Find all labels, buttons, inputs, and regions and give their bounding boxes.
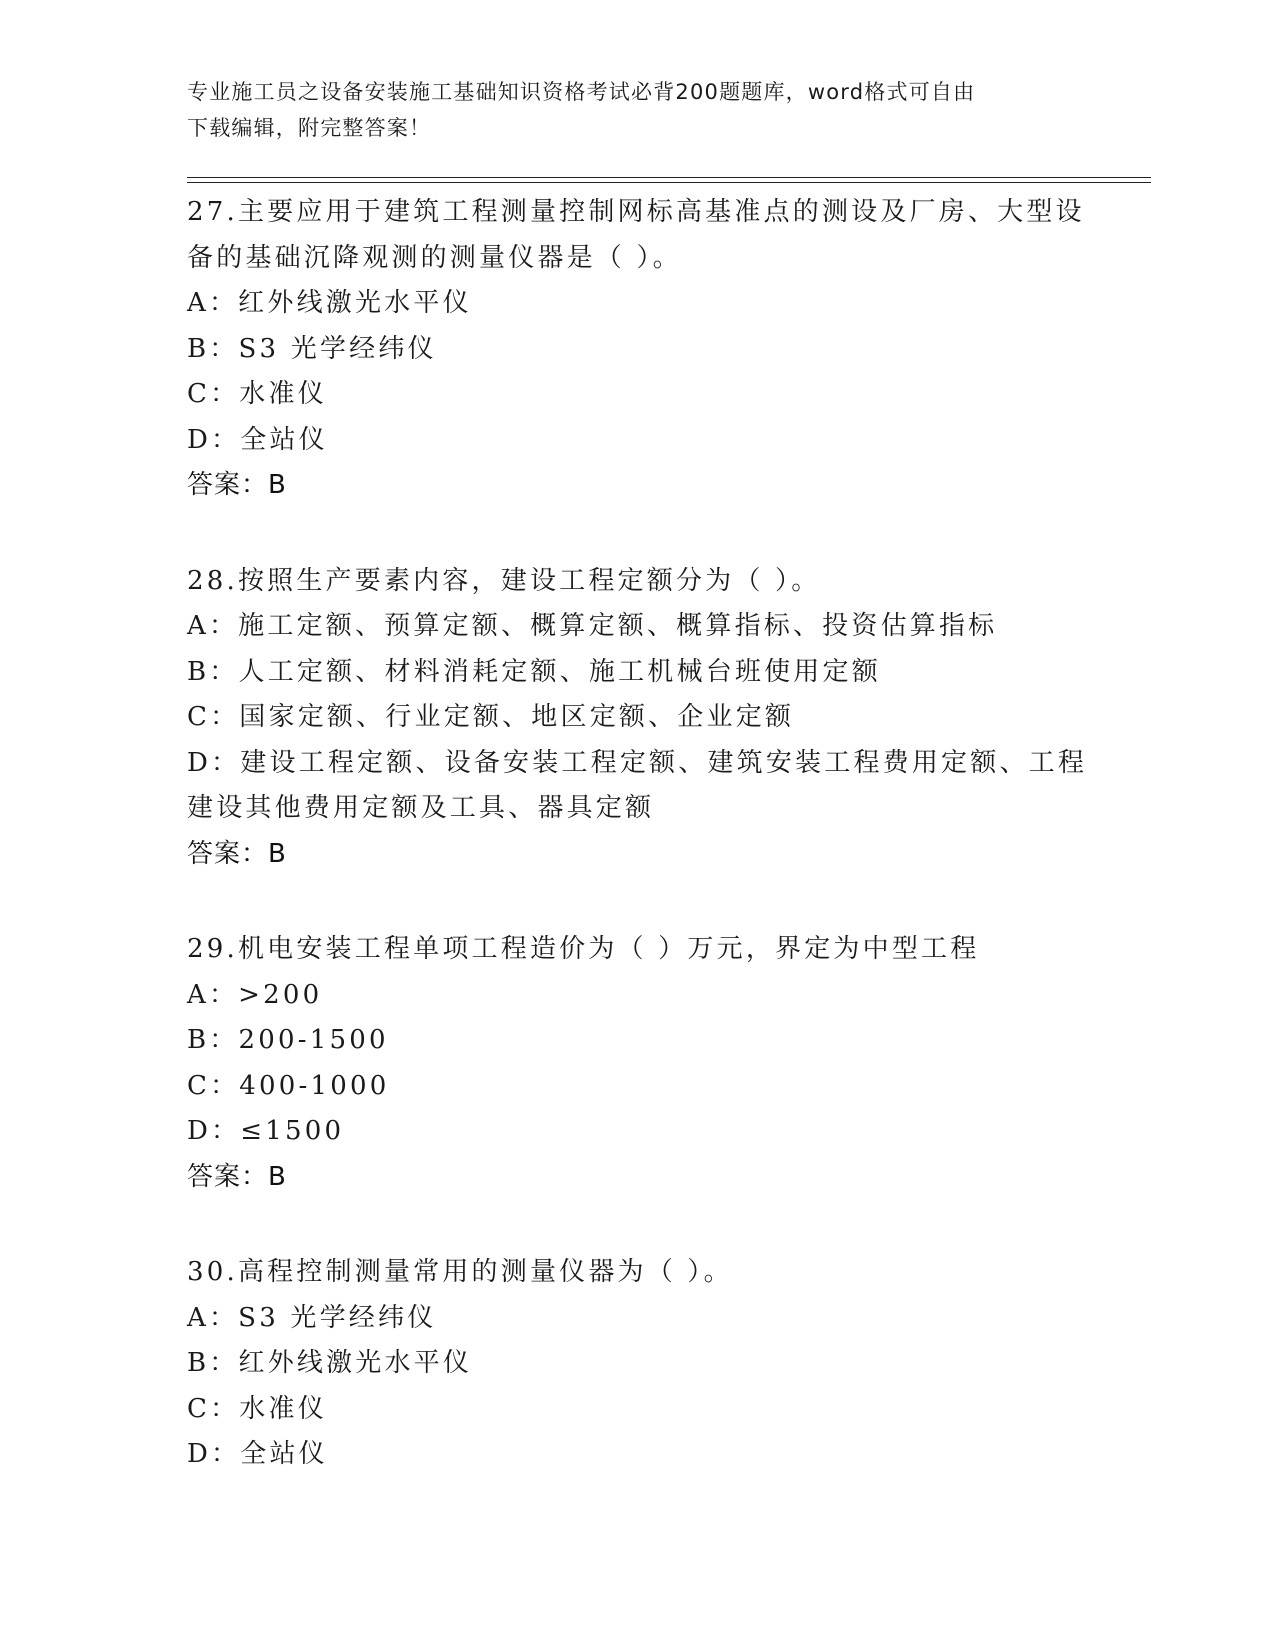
option-b: B：S3 光学经纬仪 — [187, 333, 437, 364]
option-c: C：水准仪 — [187, 1393, 327, 1424]
question-stem: 27.主要应用于建筑工程测量控制网标高基准点的测设及厂房、大型设 — [187, 197, 1085, 227]
answer-line: 答案：B — [187, 1161, 287, 1192]
document-header — [187, 74, 1067, 146]
question-29 — [187, 927, 1087, 1200]
option-a: A：红外线激光水平仪 — [187, 288, 472, 318]
option-d-continued: 建设其他费用定额及工具、器具定额 — [187, 793, 655, 823]
answer-line: 答案：B — [187, 838, 287, 869]
header-divider — [187, 177, 1151, 178]
question-stem: 28.按照生产要素内容，建设工程定额分为（ ）。 — [187, 565, 821, 596]
option-b: B：红外线激光水平仪 — [187, 1348, 473, 1378]
question-28 — [187, 559, 1087, 878]
option-d: D：建设工程定额、设备安装工程定额、建筑安装工程费用定额、工程 — [187, 747, 1088, 778]
question-30 — [187, 1250, 1087, 1478]
option-a: A：>200 — [187, 979, 323, 1010]
answer-line: 答案：B — [187, 470, 287, 500]
option-c: C：水准仪 — [187, 379, 327, 409]
question-stem: 30.高程控制测量常用的测量仪器为（ ）。 — [187, 1257, 733, 1287]
header-line: 下载编辑，附完整答案！ — [187, 116, 432, 140]
option-a: A：S3 光学经纬仪 — [187, 1302, 437, 1333]
option-c: C：国家定额、行业定额、地区定额、企业定额 — [187, 702, 795, 732]
option-d: D：≤1500 — [187, 1116, 345, 1146]
question-stem: 29.机电安装工程单项工程造价为（ ）万元，界定为中型工程 — [187, 934, 980, 964]
header-divider — [187, 182, 1151, 183]
question-27 — [187, 190, 1087, 509]
option-d: D：全站仪 — [187, 1439, 328, 1469]
option-d: D：全站仪 — [187, 424, 328, 455]
question-list — [187, 190, 1087, 1528]
option-b: B：200-1500 — [187, 1025, 389, 1055]
question-stem: 备的基础沉降观测的测量仪器是（ ）。 — [187, 242, 682, 273]
option-a: A：施工定额、预算定额、概算定额、概算指标、投资估算指标 — [187, 611, 998, 641]
header-line: 专业施工员之设备安装施工基础知识资格考试必背200题题库，word格式可自由 — [187, 80, 976, 104]
option-c: C：400-1000 — [187, 1070, 390, 1101]
option-b: B：人工定额、材料消耗定额、施工机械台班使用定额 — [187, 656, 881, 687]
